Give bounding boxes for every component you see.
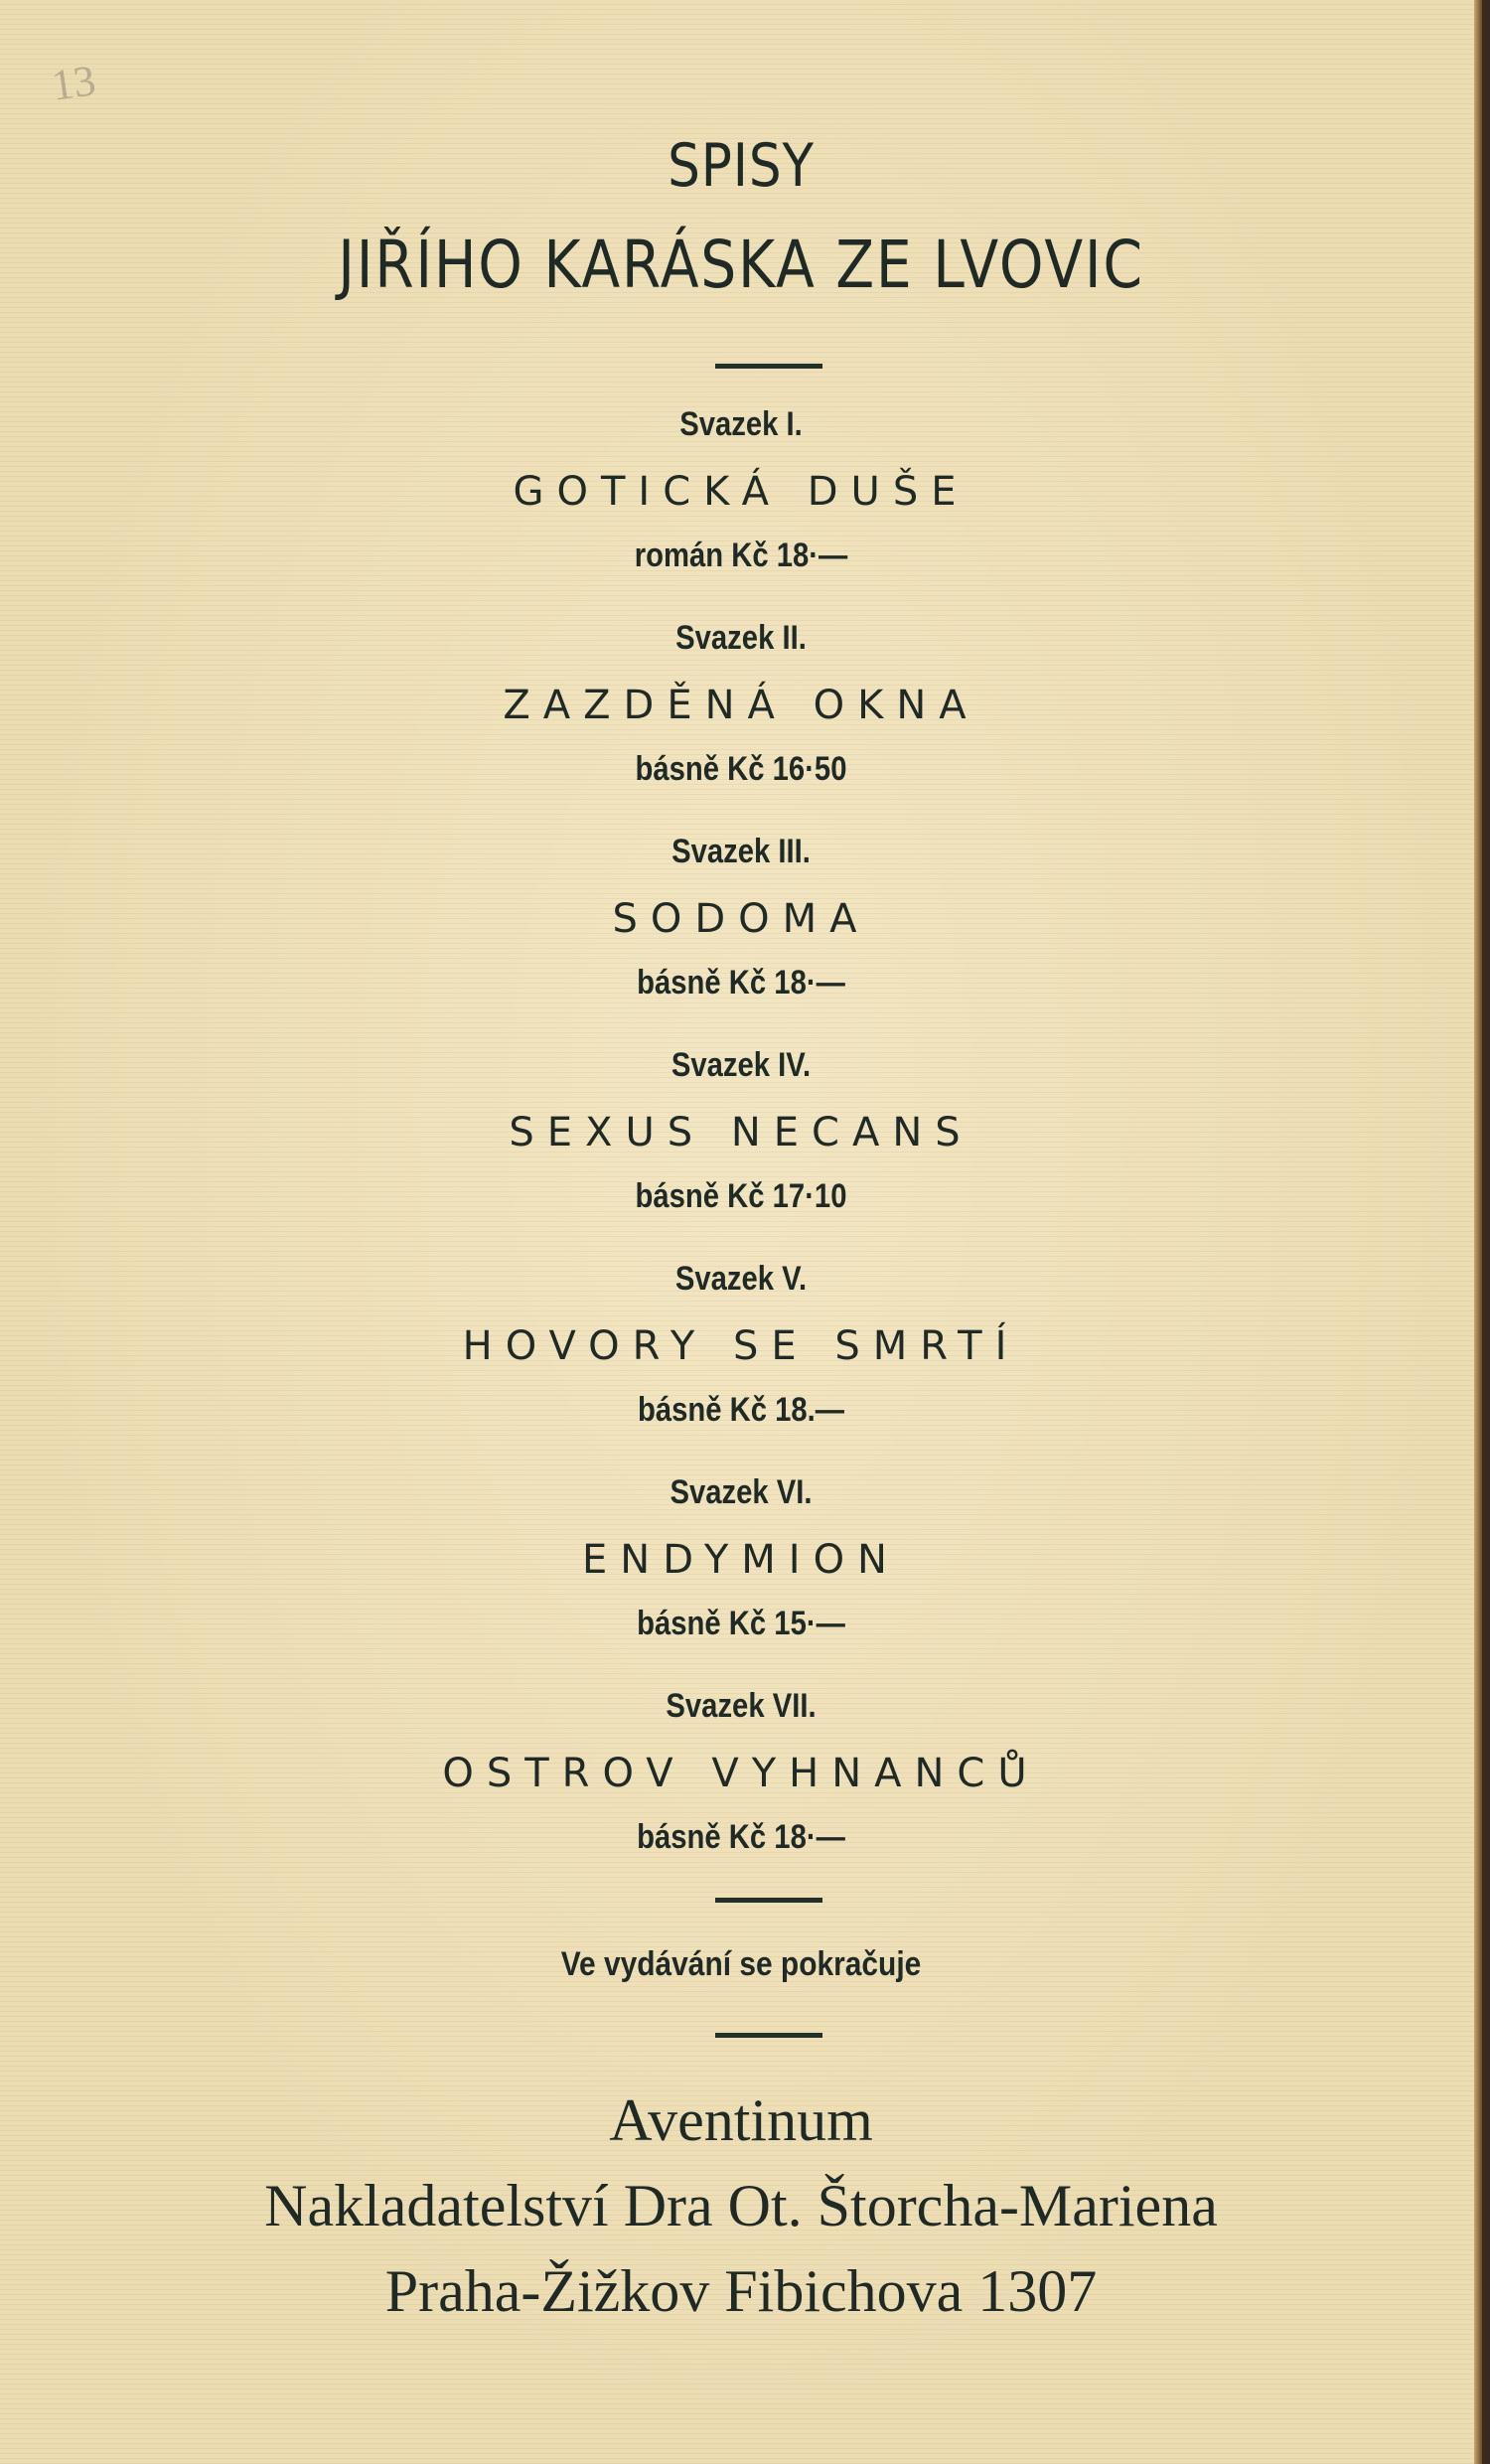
volume-label: Svazek VII.: [666, 1687, 817, 1725]
pencil-mark: 13: [48, 56, 99, 110]
author-heading: JIŘÍHO KARÁSKA ZE LVOVIC: [338, 227, 1144, 303]
continuation-note: Ve vydávání se pokračuje: [560, 1945, 922, 1983]
volume-label: Svazek IV.: [670, 1046, 812, 1084]
volume-price: básně Kč 18.—: [637, 1391, 845, 1429]
volume-title: SEXUS NECANS: [509, 1110, 973, 1155]
volume-price: básně Kč 18·—: [637, 964, 845, 1001]
volume-label: Svazek I.: [679, 405, 803, 443]
volume-title: SODOMA: [612, 896, 870, 942]
volume-title: ZAZDĚNÁ OKNA: [503, 683, 979, 728]
series-title: SPISY: [668, 131, 815, 201]
volume-title: OSTROV VYHNANCŮ: [442, 1751, 1040, 1796]
publisher-name: Aventinum: [609, 2087, 873, 2153]
volume-label: Svazek II.: [675, 619, 807, 657]
volume-price: básně Kč 18·—: [637, 1818, 845, 1856]
volume-price: básně Kč 17·10: [635, 1177, 847, 1215]
publisher-address: Praha-Žižkov Fibichova 1307: [384, 2258, 1098, 2324]
volume-label: Svazek VI.: [670, 1473, 813, 1511]
volume-label: Svazek III.: [671, 833, 811, 870]
volume-label: Svazek V.: [674, 1260, 808, 1298]
volume-price: básně Kč 16·50: [635, 750, 847, 788]
volume-title: ENDYMION: [582, 1537, 900, 1583]
volume-price: básně Kč 15·—: [637, 1605, 845, 1642]
volume-price: román Kč 18·—: [634, 537, 848, 574]
divider-rule: [715, 2033, 822, 2038]
divider-rule: [715, 1898, 822, 1903]
volume-title: GOTICKÁ DUŠE: [513, 469, 969, 515]
volume-title: HOVORY SE SMRTÍ: [462, 1323, 1020, 1369]
divider-rule: [715, 364, 822, 369]
publisher-house: Nakladatelství Dra Ot. Štorcha-Mariena: [264, 2173, 1218, 2238]
